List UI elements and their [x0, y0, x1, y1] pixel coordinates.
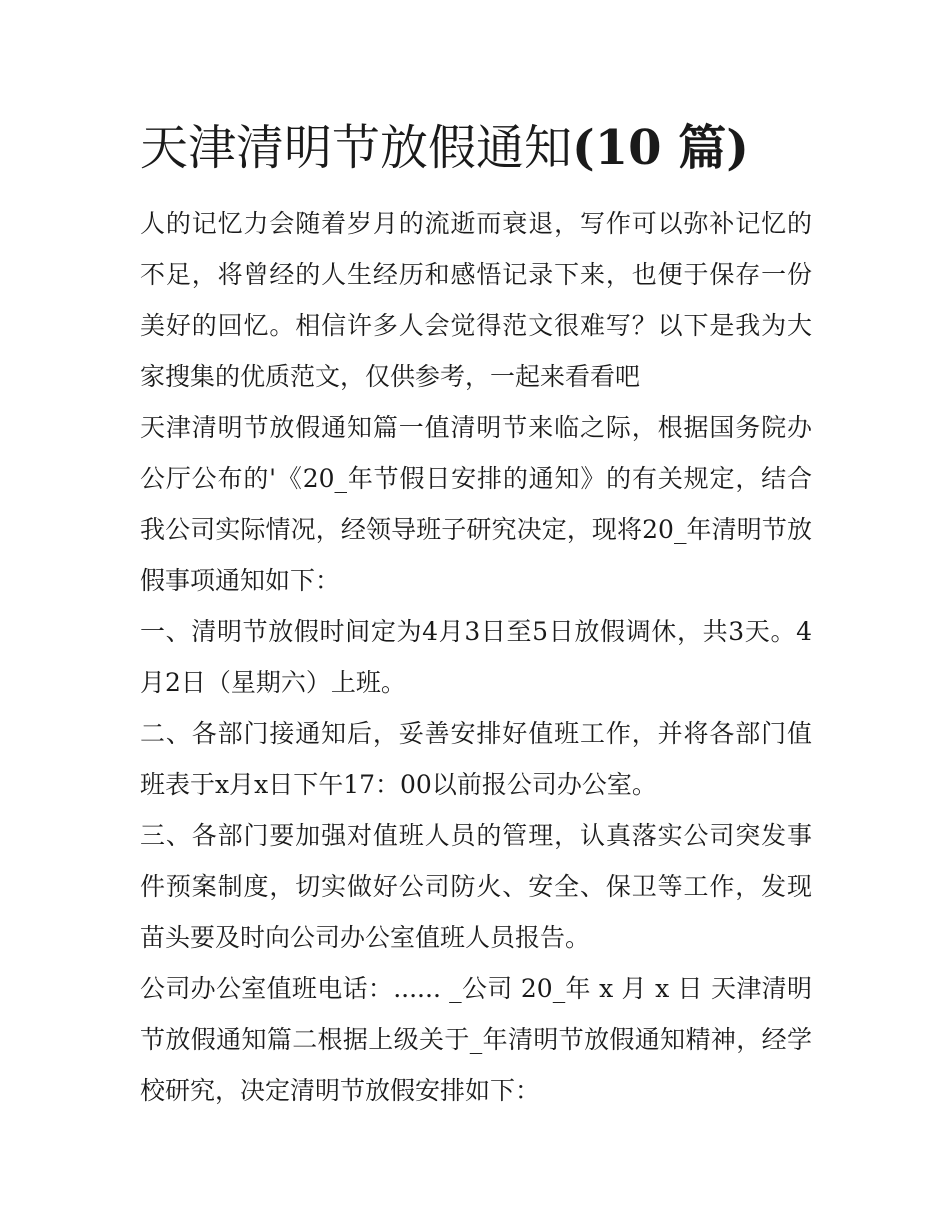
title-suffix: (10 篇): [572, 120, 749, 176]
document-page: [140, 112, 812, 1116]
title-main: 天津清明节放假通知: [140, 120, 573, 176]
notice-one-paragraph: 天津清明节放假通知篇一值清明节来临之际，根据国务院办公厅公布的'《20_年节假日安排的通知》的有关规定，结合我公司实际情况，经领导班子研究决定，现将20_年清明节放假事项通知如下：: [140, 413, 812, 595]
item-one-paragraph: 一、清明节放假时间定为4月3日至5日放假调休，共3天。4月2日（星期六）上班。: [140, 617, 812, 697]
intro-paragraph: 人的记忆力会随着岁月的流逝而衰退，写作可以弥补记忆的不足，将曾经的人生经历和感悟记录下来，也便于保存一份美好的回忆。相信许多人会觉得范文很难写？以下是我为大家搜集的优质范文，仅供参考，一起来看看吧: [140, 209, 812, 391]
contact-paragraph: 公司办公室值班电话：...... _公司 20_年 x 月 x 日 天津清明节放假通知篇二根据上级关于_年清明节放假通知精神，经学校研究，决定清明节放假安排如下：: [140, 974, 812, 1105]
item-three-paragraph: 三、各部门要加强对值班人员的管理，认真落实公司突发事件预案制度，切实做好公司防火、安全、保卫等工作，发现苗头要及时向公司办公室值班人员报告。: [140, 821, 812, 952]
item-two-paragraph: 二、各部门接通知后，妥善安排好值班工作，并将各部门值班表于x月x日下午17：00以前报公司办公室。: [140, 719, 812, 799]
document-title: [140, 112, 812, 184]
